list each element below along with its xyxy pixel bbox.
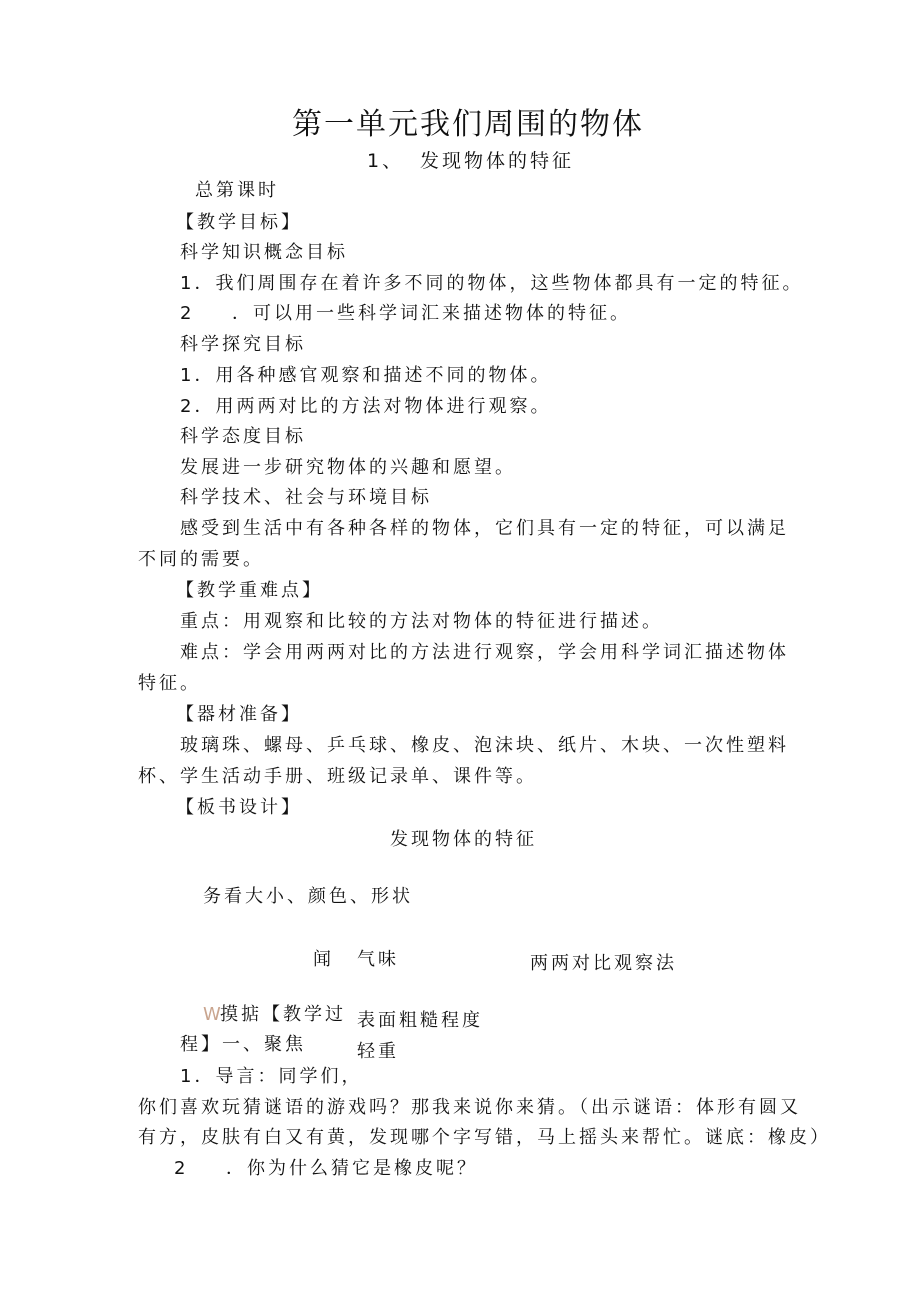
process-intro: 1．导言：同学们，: [180, 1066, 363, 1087]
attitude-goal-heading: 科学态度目标: [180, 426, 306, 447]
board-texture: 表面粗糙程度: [357, 1010, 483, 1031]
sts-goal-heading: 科学技术、社会与环境目标: [180, 487, 432, 508]
question-2-text: ．你为什么猜它是橡皮呢？: [226, 1158, 478, 1179]
knowledge-goal-1: 1．我们周围存在着许多不同的物体，这些物体都具有一定的特征。: [180, 273, 804, 294]
total-lessons: 总第课时: [195, 180, 279, 201]
difficulty-line-2: 特征。: [138, 673, 201, 694]
knowledge-goal-2-num: 2: [180, 303, 195, 324]
materials-line-2: 杯、学生活动手册、班级记录单、课件等。: [138, 766, 537, 787]
inquiry-goal-1: 1．用各种感官观察和描述不同的物体。: [180, 365, 552, 386]
lesson-number: 1、: [367, 150, 405, 172]
difficulty-line-1: 难点：学会用两两对比的方法进行观察，学会用科学词汇描述物体: [180, 642, 789, 663]
lesson-title: 发现物体的特征: [420, 150, 575, 172]
riddle-line-2: 有方，皮肤有白又有黄，发现哪个字写错，马上摇头来帮忙。谜底：橡皮）: [138, 1127, 831, 1148]
board-w-mark: W: [203, 1004, 224, 1025]
board-smell-object: 气味: [357, 949, 399, 970]
attitude-goal-1: 发展进一步研究物体的兴趣和愿望。: [180, 457, 516, 478]
process-heading-cont: 程】一、聚焦: [180, 1034, 306, 1055]
board-touch: 摸掂【教学过: [220, 1004, 346, 1025]
question-2-num: 2: [174, 1158, 189, 1179]
inquiry-goal-heading: 科学探究目标: [180, 334, 306, 355]
heading-materials: 【器材准备】: [176, 704, 302, 725]
doc-title: 第一单元我们周围的物体: [292, 107, 644, 142]
board-weight: 轻重: [357, 1041, 399, 1062]
board-title: 发现物体的特征: [390, 829, 537, 850]
board-see: 务看大小、颜色、形状: [203, 886, 413, 907]
materials-line-1: 玻璃珠、螺母、乒乓球、橡皮、泡沫块、纸片、木块、一次性塑料: [180, 735, 789, 756]
riddle-line-1: 你们喜欢玩猜谜语的游戏吗？那我来说你来猜。（出示谜语：体形有圆又: [138, 1097, 801, 1118]
sts-goal-line-2: 不同的需要。: [138, 549, 264, 570]
heading-objectives: 【教学目标】: [176, 212, 302, 233]
heading-key-points: 【教学重难点】: [176, 580, 323, 601]
board-method: 两两对比观察法: [530, 953, 677, 974]
heading-board-design: 【板书设计】: [176, 797, 302, 818]
sts-goal-line-1: 感受到生活中有各种各样的物体，它们具有一定的特征，可以满足: [180, 518, 789, 539]
knowledge-goal-heading: 科学知识概念目标: [180, 242, 348, 263]
knowledge-goal-2-text: ．可以用一些科学词汇来描述物体的特征。: [232, 303, 631, 324]
key-point: 重点：用观察和比较的方法对物体的特征进行描述。: [180, 611, 663, 632]
board-smell-verb: 闻: [313, 949, 334, 970]
inquiry-goal-2: 2．用两两对比的方法对物体进行观察。: [180, 396, 552, 417]
